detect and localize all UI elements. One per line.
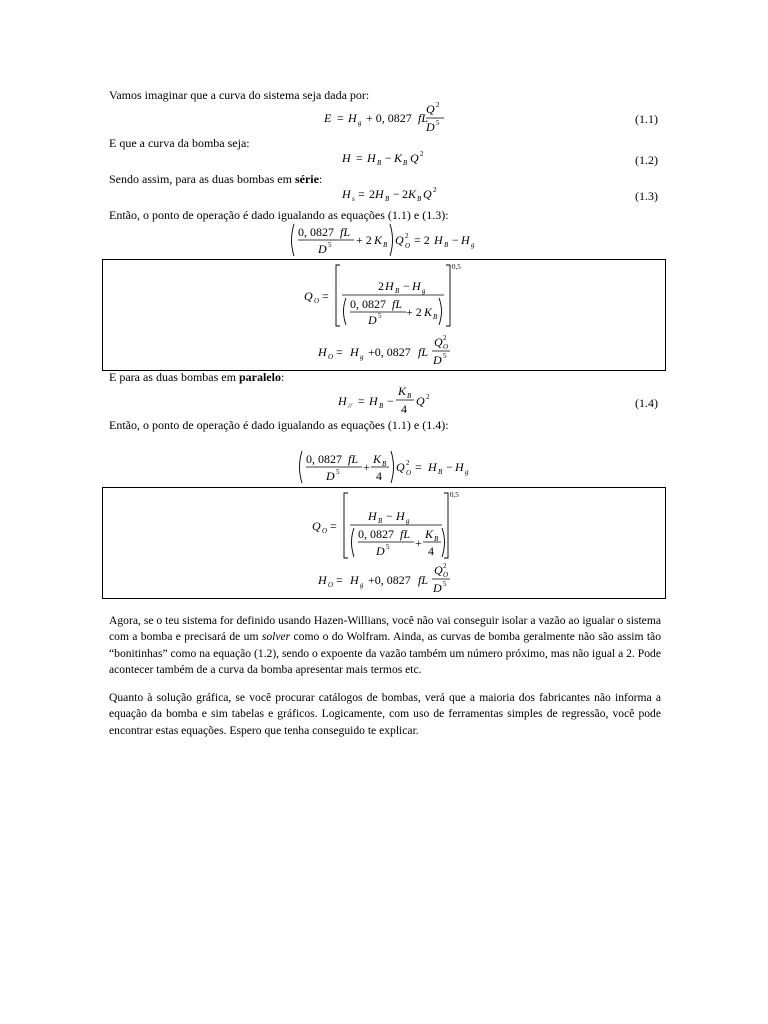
- svg-text:Q: Q: [434, 335, 443, 349]
- svg-text:H: H: [368, 509, 377, 523]
- svg-text://: //: [348, 402, 352, 410]
- svg-text:Q: Q: [312, 519, 321, 533]
- svg-text:H: H: [350, 573, 359, 587]
- svg-text:H: H: [342, 151, 351, 165]
- svg-text:5: 5: [328, 241, 332, 249]
- svg-text:fL: fL: [418, 345, 429, 359]
- svg-text:B: B: [382, 460, 387, 468]
- svg-text:B: B: [385, 195, 390, 203]
- svg-text:0, 0827: 0, 0827: [350, 297, 386, 311]
- svg-text:fL: fL: [340, 225, 351, 239]
- equation-1-1: [320, 100, 480, 136]
- svg-text:5: 5: [336, 468, 340, 476]
- svg-text:K: K: [408, 187, 417, 201]
- equation-number-1-3: (1.3): [635, 189, 658, 203]
- svg-text:D: D: [368, 313, 377, 327]
- svg-text:2: 2: [406, 459, 410, 467]
- svg-text:−: −: [385, 151, 392, 165]
- svg-text:B: B: [379, 402, 384, 410]
- svg-text:H: H: [338, 394, 347, 408]
- svg-text:D: D: [433, 581, 442, 595]
- svg-text:s: s: [352, 195, 355, 203]
- equation-1-4: [336, 383, 466, 417]
- svg-text:0,5: 0,5: [450, 491, 459, 499]
- svg-text:H: H: [396, 509, 405, 523]
- svg-text:B: B: [395, 287, 400, 295]
- hazen-williams-paragraph: Agora, se o teu sistema for definido usando Hazen-Willians, você não vai conseguir isolar a vazão ao igualar o sistema com a bomba e precisará de um solver como o do Wolfram. Ainda, as curvas de bomba geralmente não são assim tão “bonitinhas” como na equação (1.2), sendo o expoente da vazão também um número próximo, mas não igual a 2. Pode acontecer também de a curva da bomba apresentar mais termos etc.: [109, 614, 661, 676]
- svg-text:2: 2: [436, 101, 440, 109]
- svg-text:−: −: [452, 233, 459, 247]
- intro-text: Vamos imaginar que a curva do sistema seja dada por:: [109, 88, 370, 102]
- svg-text:H: H: [375, 187, 384, 201]
- svg-text:=: =: [358, 394, 365, 408]
- svg-text:g: g: [471, 241, 475, 249]
- svg-text:Q: Q: [434, 563, 443, 577]
- svg-text:+ 2: + 2: [356, 233, 372, 247]
- svg-text:H: H: [367, 151, 376, 165]
- svg-text:O: O: [314, 297, 320, 305]
- svg-text:+ 2: + 2: [406, 305, 422, 319]
- svg-text:H: H: [318, 573, 327, 587]
- svg-text:−: −: [446, 460, 453, 474]
- svg-text:fL: fL: [392, 297, 403, 311]
- svg-text:H: H: [318, 345, 327, 359]
- svg-text:5: 5: [443, 352, 447, 360]
- svg-text:O: O: [443, 343, 449, 351]
- svg-text:Q: Q: [395, 233, 404, 247]
- svg-text:K: K: [398, 384, 407, 398]
- svg-text:2: 2: [426, 393, 430, 401]
- operating-point-series-text: Então, o ponto de operação é dado igualando as equações (1.1) e (1.3):: [109, 208, 449, 222]
- svg-text:O: O: [322, 527, 328, 535]
- svg-text:H: H: [461, 233, 470, 247]
- svg-text:5: 5: [386, 543, 390, 551]
- svg-text:O: O: [406, 469, 412, 477]
- svg-text:g: g: [360, 581, 364, 589]
- svg-text:fL: fL: [418, 111, 429, 125]
- svg-text:O: O: [328, 353, 334, 361]
- svg-text:K: K: [425, 527, 434, 541]
- svg-text:0, 0827: 0, 0827: [358, 527, 394, 541]
- svg-text:0,5: 0,5: [452, 263, 461, 271]
- series-operating-point-equation: [288, 222, 488, 258]
- svg-text:=: =: [330, 519, 337, 533]
- svg-text:+: +: [363, 460, 370, 474]
- svg-text:2: 2: [443, 334, 447, 342]
- svg-text:−: −: [387, 394, 394, 408]
- svg-text:fL: fL: [348, 452, 359, 466]
- svg-text:2: 2: [420, 150, 424, 158]
- svg-text:= 2: = 2: [414, 233, 430, 247]
- parallel-flow-solution: [308, 490, 478, 598]
- equation-number-1-1: (1.1): [635, 112, 658, 126]
- svg-text:H: H: [350, 345, 359, 359]
- svg-text:D: D: [433, 353, 442, 367]
- svg-text:fL: fL: [418, 573, 429, 587]
- svg-text:g: g: [465, 468, 469, 476]
- svg-text:Q: Q: [426, 102, 435, 116]
- equation-number-1-4: (1.4): [635, 396, 658, 410]
- svg-text:2: 2: [369, 187, 375, 201]
- svg-text:D: D: [318, 242, 327, 256]
- svg-text:B: B: [434, 535, 439, 543]
- equation-1-2: [340, 148, 450, 168]
- svg-text:Q: Q: [410, 151, 419, 165]
- pump-curve-intro: E que a curva da bomba seja:: [109, 136, 250, 150]
- svg-text:H: H: [348, 111, 357, 125]
- svg-text:E: E: [324, 111, 332, 125]
- svg-text:K: K: [373, 452, 382, 466]
- svg-text:4: 4: [428, 544, 434, 558]
- graphical-solution-paragraph: Quanto à solução gráfica, se você procurar catálogos de bombas, verá que a maioria dos fabricantes não informa a equação da bomba e sim tabelas e gráficos. Logicamente, com uso de ferramentas simples de regressão, você pode encontrar estas equações. Espero que tenha conseguido te explicar.: [109, 691, 661, 737]
- svg-text:2: 2: [405, 232, 409, 240]
- svg-text:2: 2: [402, 187, 408, 201]
- svg-text:K: K: [424, 305, 433, 319]
- svg-text:=: =: [322, 289, 329, 303]
- svg-text:B: B: [438, 468, 443, 476]
- svg-text:0, 0827: 0, 0827: [306, 452, 342, 466]
- svg-text:2: 2: [433, 186, 437, 194]
- svg-text:Q: Q: [416, 394, 425, 408]
- svg-text:g: g: [406, 517, 410, 525]
- svg-text:H: H: [455, 460, 464, 474]
- svg-text:D: D: [376, 544, 385, 558]
- svg-text:B: B: [383, 241, 388, 249]
- operating-point-parallel-text: Então, o ponto de operação é dado igualando as equações (1.1) e (1.4):: [109, 418, 449, 432]
- svg-text:B: B: [378, 517, 383, 525]
- svg-text:g: g: [360, 353, 364, 361]
- parallel-operating-point-equation: [296, 449, 486, 485]
- svg-text:O: O: [443, 571, 449, 579]
- svg-text:g: g: [422, 287, 426, 295]
- equation-number-1-2: (1.2): [635, 153, 658, 167]
- svg-text:B: B: [444, 241, 449, 249]
- svg-text:4: 4: [401, 402, 407, 416]
- svg-text:4: 4: [376, 469, 382, 483]
- parallel-intro: E para as duas bombas em paralelo:: [109, 370, 285, 384]
- series-flow-solution: [300, 262, 470, 370]
- svg-text:H: H: [412, 279, 421, 293]
- svg-text:g: g: [358, 119, 362, 127]
- svg-text:K: K: [394, 151, 403, 165]
- svg-text:−: −: [386, 509, 393, 523]
- svg-text:=: =: [336, 573, 343, 587]
- svg-text:H: H: [428, 460, 437, 474]
- svg-text:+: +: [415, 536, 422, 550]
- series-intro: Sendo assim, para as duas bombas em série:: [109, 172, 323, 186]
- svg-text:−: −: [393, 187, 400, 201]
- svg-text:B: B: [433, 313, 438, 321]
- svg-text:=: =: [358, 187, 365, 201]
- svg-text:D: D: [426, 120, 435, 134]
- svg-text:2: 2: [378, 279, 384, 293]
- svg-text:H: H: [385, 279, 394, 293]
- svg-text:D: D: [326, 469, 335, 483]
- svg-text:5: 5: [378, 312, 382, 320]
- svg-text:=: =: [337, 111, 344, 125]
- svg-text:=: =: [356, 151, 363, 165]
- svg-text:−: −: [403, 279, 410, 293]
- svg-text:H: H: [342, 187, 351, 201]
- svg-text:+0, 0827: +0, 0827: [368, 573, 411, 587]
- svg-text:=: =: [336, 345, 343, 359]
- svg-text:O: O: [328, 581, 334, 589]
- svg-text:+ 0, 0827: + 0, 0827: [366, 111, 412, 125]
- equation-1-3: [340, 184, 450, 204]
- svg-text:Q: Q: [423, 187, 432, 201]
- svg-text:5: 5: [443, 580, 447, 588]
- svg-text:=: =: [415, 460, 422, 474]
- svg-text:5: 5: [436, 119, 440, 127]
- svg-text:O: O: [405, 242, 411, 250]
- svg-text:B: B: [377, 159, 382, 167]
- svg-text:H: H: [434, 233, 443, 247]
- svg-text:0, 0827: 0, 0827: [298, 225, 334, 239]
- svg-text:K: K: [374, 233, 383, 247]
- svg-text:fL: fL: [400, 527, 411, 541]
- svg-text:H: H: [369, 394, 378, 408]
- svg-text:2: 2: [443, 562, 447, 570]
- svg-text:Q: Q: [396, 460, 405, 474]
- svg-text:B: B: [417, 195, 422, 203]
- svg-text:B: B: [407, 392, 412, 400]
- svg-text:+0, 0827: +0, 0827: [368, 345, 411, 359]
- svg-text:B: B: [403, 159, 408, 167]
- svg-text:Q: Q: [304, 289, 313, 303]
